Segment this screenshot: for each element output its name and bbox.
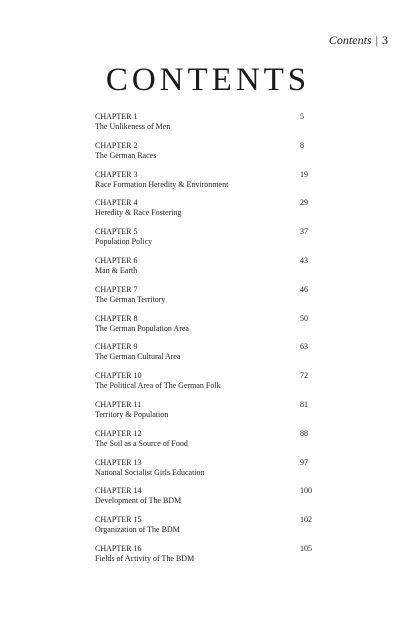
chapter-label: CHAPTER 13	[95, 457, 142, 467]
toc-entry	[95, 141, 330, 170]
header-separator: |	[375, 33, 378, 47]
toc-entry	[95, 342, 330, 371]
chapter-title: Man & Earth	[95, 265, 138, 275]
chapter-title: Fields of Activity of The BDM	[95, 553, 195, 563]
chapter-page-number: 100	[300, 486, 312, 496]
chapter-title: The German Population Area	[95, 323, 189, 333]
chapter-title: The German Territory	[95, 294, 166, 304]
chapter-title: Organization of The BDM	[95, 525, 180, 535]
toc-entry	[95, 227, 330, 256]
toc-entry	[95, 515, 330, 544]
page-title: CONTENTS	[105, 62, 311, 98]
toc-entry	[95, 314, 330, 343]
chapter-title: Territory & Population	[95, 409, 169, 419]
toc-entry	[95, 429, 330, 458]
toc-entry	[95, 198, 330, 227]
chapter-page-number: 97	[300, 457, 308, 467]
toc-entry	[95, 486, 330, 515]
toc-entry	[95, 544, 330, 573]
chapter-page-number: 88	[300, 428, 308, 438]
header-section-title: Contents	[328, 33, 372, 47]
chapter-label: CHAPTER 8	[95, 313, 138, 323]
chapter-page-number: 105	[300, 543, 312, 553]
chapter-label: CHAPTER 9	[95, 342, 138, 352]
toc-entry	[95, 170, 330, 199]
chapter-title: The German Races	[95, 150, 157, 160]
header-page-number: 3	[382, 33, 388, 47]
chapter-label: CHAPTER 14	[95, 486, 142, 496]
chapter-label: CHAPTER 6	[95, 255, 138, 265]
chapter-label: CHAPTER 1	[95, 112, 138, 121]
chapter-label: CHAPTER 12	[95, 428, 142, 438]
table-of-contents	[95, 112, 330, 573]
chapter-page-number: 5	[300, 112, 304, 121]
chapter-title: Heredity & Race Fostering	[95, 208, 182, 218]
chapter-label: CHAPTER 10	[95, 371, 142, 381]
chapter-page-number: 19	[300, 169, 308, 179]
chapter-title: Development of The BDM	[95, 496, 182, 506]
chapter-page-number: 50	[300, 313, 308, 323]
chapter-page-number: 37	[300, 227, 308, 237]
chapter-page-number: 46	[300, 284, 308, 294]
chapter-page-number: 63	[300, 342, 308, 352]
chapter-label: CHAPTER 5	[95, 227, 138, 237]
chapter-label: CHAPTER 16	[95, 543, 142, 553]
chapter-page-number: 43	[300, 255, 308, 265]
chapter-page-number: 72	[300, 371, 308, 381]
toc-entry	[95, 256, 330, 285]
toc-entry	[95, 371, 330, 400]
chapter-page-number: 8	[300, 140, 304, 150]
chapter-label: CHAPTER 3	[95, 169, 138, 179]
toc-entry	[95, 112, 330, 141]
chapter-title: Race Formation Heredity & Environment	[95, 179, 229, 189]
chapter-title: The Unlikeness of Men	[95, 122, 171, 131]
chapter-title: National Socialist Girls Education	[95, 467, 205, 477]
toc-entry	[95, 400, 330, 429]
chapter-title: The German Cultural Area	[95, 352, 181, 362]
chapter-page-number: 29	[300, 198, 308, 208]
chapter-label: CHAPTER 7	[95, 284, 138, 294]
chapter-title: The Political Area of The German Folk	[95, 381, 221, 391]
chapter-label: CHAPTER 15	[95, 515, 142, 525]
toc-entry	[95, 285, 330, 314]
chapter-page-number: 81	[300, 399, 308, 409]
chapter-label: CHAPTER 4	[95, 198, 138, 208]
toc-entry	[95, 458, 330, 487]
chapter-title: Population Policy	[95, 237, 153, 247]
running-header	[329, 33, 388, 48]
chapter-label: CHAPTER 11	[95, 399, 142, 409]
chapter-title: The Soil as a Source of Food	[95, 438, 188, 448]
chapter-label: CHAPTER 2	[95, 140, 138, 150]
chapter-page-number: 102	[300, 515, 312, 525]
